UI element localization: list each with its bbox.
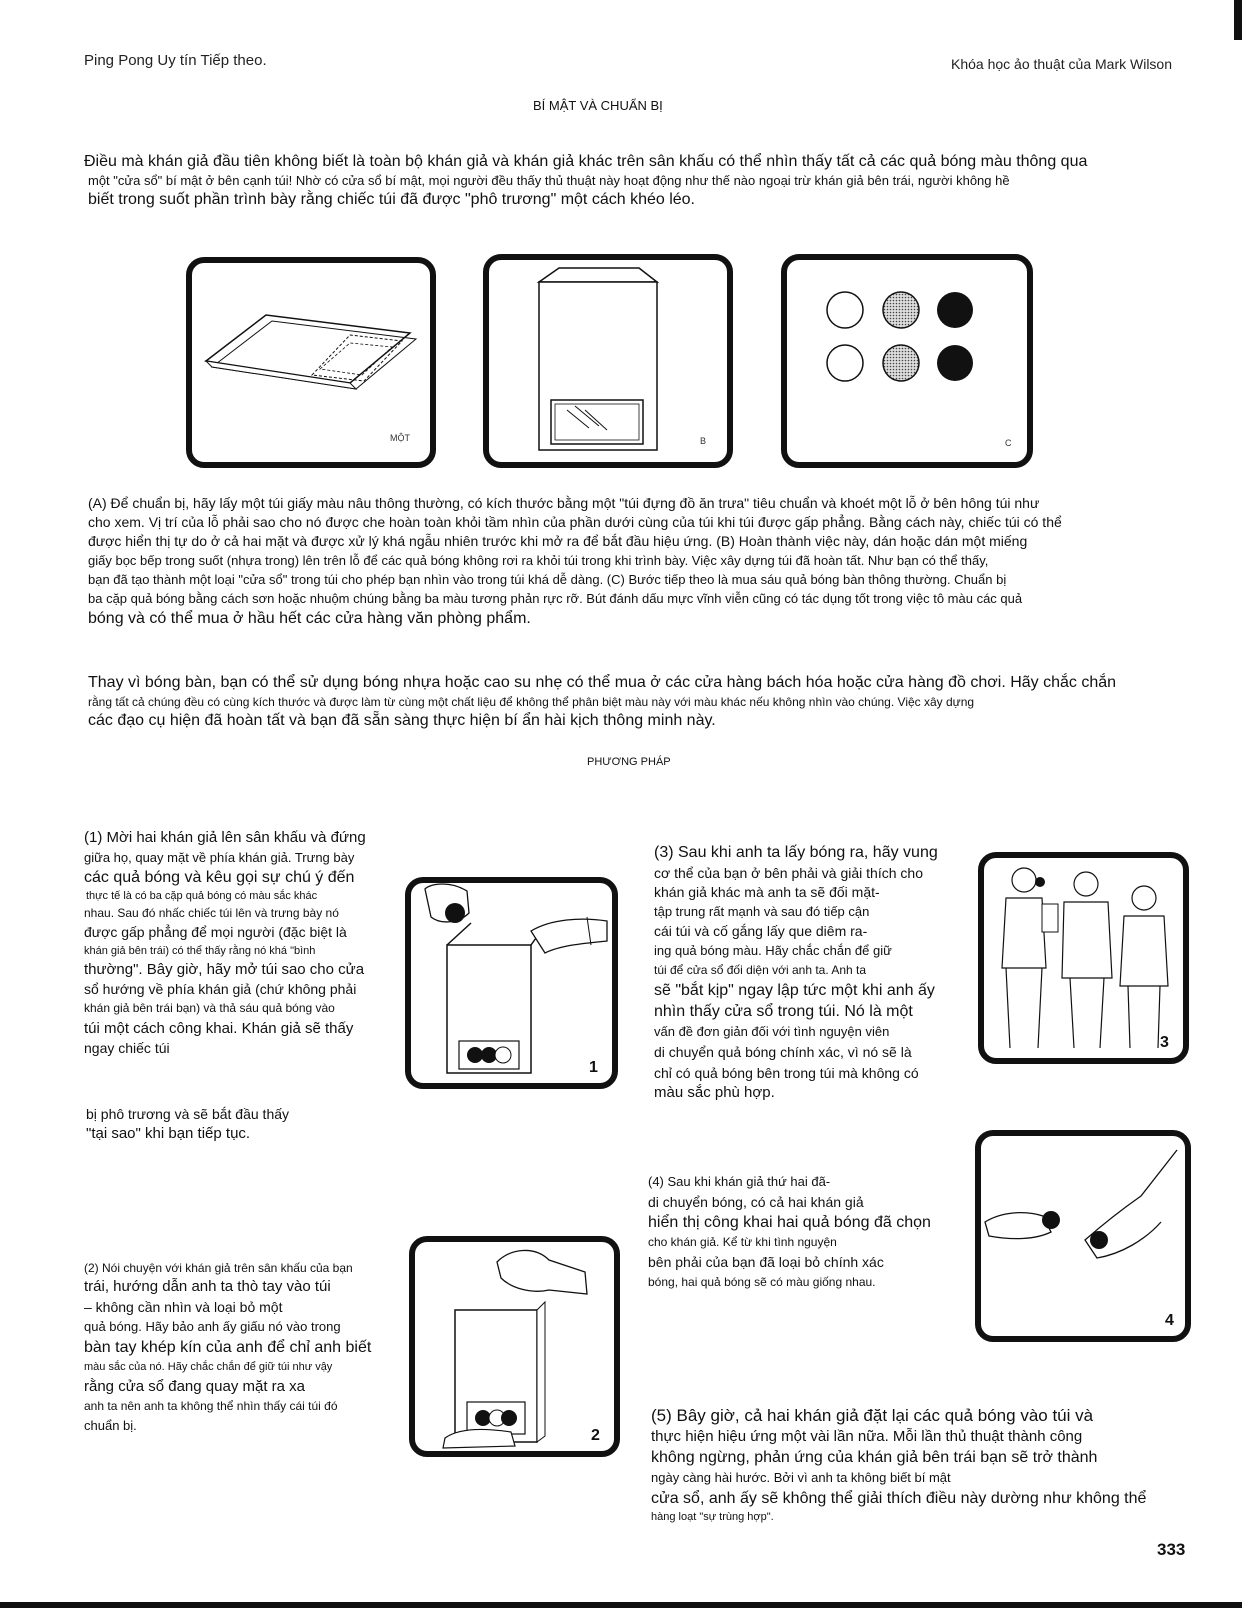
prep-line: (A) Để chuẩn bị, hãy lấy một túi giấy màu nâu thông thường, có kích thước bằng một "túi đựng đồ ăn trưa" tiêu chuẩn và khoét một lỗ ở bên hông túi như xyxy=(88,495,1040,511)
figure-c-label: C xyxy=(1005,438,1012,448)
black-ball-top xyxy=(937,292,973,328)
intro-paragraph xyxy=(84,152,1087,210)
white-ball-bottom xyxy=(827,345,863,381)
step3-line: (3) Sau khi anh ta lấy bóng ra, hãy vung xyxy=(654,844,938,861)
step1-line: thường". Bây giờ, hãy mở túi sao cho cửa xyxy=(84,961,365,978)
step1-line: khán giả bên trái bạn) và thả sáu quả bóng vào xyxy=(84,1001,335,1015)
step2-line: chuẩn bị. xyxy=(84,1418,137,1433)
step5-line: thực hiện hiệu ứng một vài lần nữa. Mỗi lần thủ thuật thành công xyxy=(651,1428,1083,1445)
step3-line: nhìn thấy cửa sổ trong túi. Nó là một xyxy=(654,1003,913,1020)
step3-line: ing quả bóng màu. Hãy chắc chắn để giữ xyxy=(654,943,892,958)
step1-line: ngay chiếc túi xyxy=(84,1040,170,1056)
hand-in-bag-illustration xyxy=(415,1242,614,1451)
section-title-method: PHƯƠNG PHÁP xyxy=(587,756,671,768)
prep-line: bạn đã tạo thành một loại "cửa sổ" trong túi cho phép bạn nhìn vào trong túi khá dễ dàng. (C) Bước tiếp theo là mua sáu quả bóng bàn thông thường. Chuẩn bị xyxy=(88,572,1007,587)
figure-c-panel xyxy=(781,254,1033,468)
step1-line: nhau. Sau đó nhấc chiếc túi lên và trưng bày nó xyxy=(84,906,339,920)
step3-line: cái túi và cố gắng lấy que diêm ra- xyxy=(654,923,868,939)
step3-line: sẽ "bắt kịp" ngay lập tức một khi anh ấy xyxy=(654,982,935,999)
alt-line: rằng tất cả chúng đều có cùng kích thước và được làm từ cùng một chất liệu để không thể phân biệt màu này với màu khác nếu không nhìn vào chúng. Việc xây dựng xyxy=(88,695,975,709)
step4-line: (4) Sau khi khán giả thứ hai đã- xyxy=(648,1174,831,1189)
prep-line: được hiển thị tự do ở cả hai mặt và được xử lý khá ngẫu nhiên trước khi mở ra để bắt đầu hiệu ứng. (B) Hoàn thành việc này, dán hoặc dán một miếng xyxy=(88,533,1028,549)
step4-line: bên phải của bạn đã loại bỏ chính xác xyxy=(648,1254,884,1270)
step3-line: cơ thể của bạn ở bên phải và giải thích cho xyxy=(654,865,923,881)
step1-continuation xyxy=(86,1104,289,1144)
step3-line: di chuyển quả bóng chính xác, vì nó sẽ là xyxy=(654,1044,912,1060)
step5-line: (5) Bây giờ, cả hai khán giả đặt lại các quả bóng vào túi và xyxy=(651,1406,1094,1425)
figure-a-label: MỘT xyxy=(390,433,410,443)
white-ball-top xyxy=(827,292,863,328)
prep-paragraph xyxy=(88,494,1062,630)
step2-panel xyxy=(409,1236,620,1457)
section-title-secret: BÍ MẬT VÀ CHUẨN BỊ xyxy=(533,98,663,113)
step4-line: hiển thị công khai hai quả bóng đã chọn xyxy=(648,1214,931,1231)
step2-line: (2) Nói chuyện với khán giả trên sân khấu của bạn xyxy=(84,1261,353,1275)
step2-text xyxy=(84,1259,371,1435)
page-edge-mark xyxy=(1234,0,1242,40)
step1-panel xyxy=(405,877,618,1089)
step4-panel xyxy=(975,1130,1191,1342)
step3-line: tập trung rất mạnh và sau đó tiếp cận xyxy=(654,904,870,919)
step3-panel xyxy=(978,852,1189,1064)
prep-line: cho xem. Vị trí của lỗ phải sao cho nó được che hoàn toàn khỏi tầm nhìn của phần dưới cùng của túi khi túi được gấp phẳng. Bằng cách này, chiếc túi có thể xyxy=(88,514,1062,530)
black-ball-bottom xyxy=(937,345,973,381)
figure-b-panel xyxy=(483,254,733,468)
header-left: Ping Pong Uy tín Tiếp theo. xyxy=(84,52,267,69)
header-right: Khóa học ảo thuật của Mark Wilson xyxy=(951,56,1173,72)
step1-line: túi một cách công khai. Khán giả sẽ thấy xyxy=(84,1020,354,1037)
step1-line: khán giả bên trái) có thể thấy rằng nó khá "bình xyxy=(84,945,316,957)
step2-line: trái, hướng dẫn anh ta thò tay vào túi xyxy=(84,1278,331,1295)
step3-line: túi để cửa sổ đối diện với anh ta. Anh ta xyxy=(654,963,867,977)
step1-cont-line: "tại sao" khi bạn tiếp tục. xyxy=(86,1125,251,1142)
page-bottom-edge xyxy=(0,1602,1242,1608)
step3-panel-number: 3 xyxy=(1160,1034,1169,1051)
step5-line: không ngừng, phản ứng của khán giả bên trái bạn sẽ trở thành xyxy=(651,1449,1098,1466)
prep-line: giấy bọc bếp trong suốt (nhựa trong) lên trên lỗ để các quả bóng không rơi ra khỏi túi trong khi trình bày. Việc xây dựng túi đã hoàn tất. Như bạn có thể thấy, xyxy=(88,553,989,568)
step5-text xyxy=(651,1405,1146,1525)
three-people-illustration xyxy=(984,858,1183,1058)
step3-line: chỉ có quả bóng bên trong túi mà không có xyxy=(654,1065,919,1081)
step2-panel-number: 2 xyxy=(591,1427,600,1444)
step2-line: rằng cửa sổ đang quay mặt ra xa xyxy=(84,1378,306,1395)
six-balls-illustration xyxy=(787,260,1027,462)
step4-line: cho khán giả. Kể từ khi tình nguyện xyxy=(648,1235,837,1249)
step1-line: giữa họ, quay mặt về phía khán giả. Trưng bày xyxy=(84,850,355,865)
alt-paragraph xyxy=(88,672,1116,732)
prep-line: bóng và có thể mua ở hầu hết các cửa hàng văn phòng phẩm. xyxy=(88,610,531,627)
step4-text xyxy=(648,1172,931,1291)
intro-line: Điều mà khán giả đầu tiên không biết là toàn bộ khán giả và khán giả khác trên sân khấu có thể nhìn thấy tất cả các quả bóng màu thông qua xyxy=(84,153,1088,170)
step3-line: khán giả khác mà anh ta sẽ đối mặt- xyxy=(654,884,880,900)
open-bag-illustration xyxy=(489,260,727,462)
step1-panel-number: 1 xyxy=(589,1059,598,1076)
page-number: 333 xyxy=(1157,1540,1186,1559)
step2-line: bàn tay khép kín của anh để chỉ anh biết xyxy=(84,1339,372,1356)
hand-dropping-balls-illustration xyxy=(411,883,612,1083)
step5-line: cửa sổ, anh ấy sẽ không thể giải thích điều này dường như không thể xyxy=(651,1490,1147,1507)
step1-line: sổ hướng về phía khán giả (chứ không phải xyxy=(84,981,357,997)
step5-line: hàng loạt "sự trùng hợp". xyxy=(651,1511,774,1523)
alt-line: các đạo cụ hiện đã hoàn tất và bạn đã sẵn sàng thực hiện bí ẩn hài kịch thông minh này. xyxy=(88,712,716,729)
step2-line: anh ta nên anh ta không thể nhìn thấy cái túi đó xyxy=(84,1399,338,1413)
intro-line: biết trong suốt phần trình bày rằng chiếc túi đã được "phô trương" một cách khéo léo. xyxy=(88,191,695,208)
step3-line: vấn đề đơn giản đối với tình nguyện viên xyxy=(654,1024,890,1039)
step4-line: di chuyển bóng, có cả hai khán giả xyxy=(648,1194,864,1210)
figure-a-panel xyxy=(186,257,436,468)
step1-line: (1) Mời hai khán giả lên sân khấu và đứng xyxy=(84,829,366,846)
gray-ball-top xyxy=(883,292,919,328)
step3-line: màu sắc phù hợp. xyxy=(654,1084,775,1101)
intro-line: một "cửa sổ" bí mật ở bên cạnh túi! Nhờ có cửa sổ bí mật, mọi người đều thấy thủ thuật này hoạt động như thế nào ngoại trừ khán giả bên trái, người không hề xyxy=(88,173,1010,188)
step2-line: – không cần nhìn và loại bỏ một xyxy=(84,1299,283,1315)
step1-cont-line: bị phô trương và sẽ bắt đầu thấy xyxy=(86,1106,290,1122)
step3-text xyxy=(654,842,938,1103)
figure-b-label: B xyxy=(700,436,707,446)
step1-line: các quả bóng và kêu gọi sự chú ý đến xyxy=(84,869,355,886)
step2-line: quả bóng. Hãy bảo anh ấy giấu nó vào trong xyxy=(84,1319,341,1334)
step1-line: được gấp phẳng để mọi người (đặc biệt là xyxy=(84,924,347,940)
prep-line: ba cặp quả bóng bằng cách sơn hoặc nhuộm chúng bằng ba màu tương phản rực rỡ. Bút đánh dấu mực vĩnh viễn cũng có tác dụng tốt trong việc tô màu các quả xyxy=(88,591,1023,606)
step1-text xyxy=(84,827,366,1058)
step2-line: màu sắc của nó. Hãy chắc chắn để giữ túi như vậy xyxy=(84,1361,333,1373)
step1-line: thực tế là có ba cặp quả bóng có màu sắc khác xyxy=(86,890,318,902)
two-hands-balls-illustration xyxy=(981,1136,1185,1336)
gray-ball-bottom xyxy=(883,345,919,381)
alt-line: Thay vì bóng bàn, bạn có thể sử dụng bóng nhựa hoặc cao su nhẹ có thể mua ở các cửa hàng bách hóa hoặc cửa hàng đồ chơi. Hãy chắc chắn xyxy=(88,674,1117,691)
step4-line: bóng, hai quả bóng sẽ có màu giống nhau. xyxy=(648,1275,876,1289)
step5-line: ngày càng hài hước. Bởi vì anh ta không biết bí mật xyxy=(651,1470,951,1485)
step4-panel-number: 4 xyxy=(1165,1312,1174,1329)
